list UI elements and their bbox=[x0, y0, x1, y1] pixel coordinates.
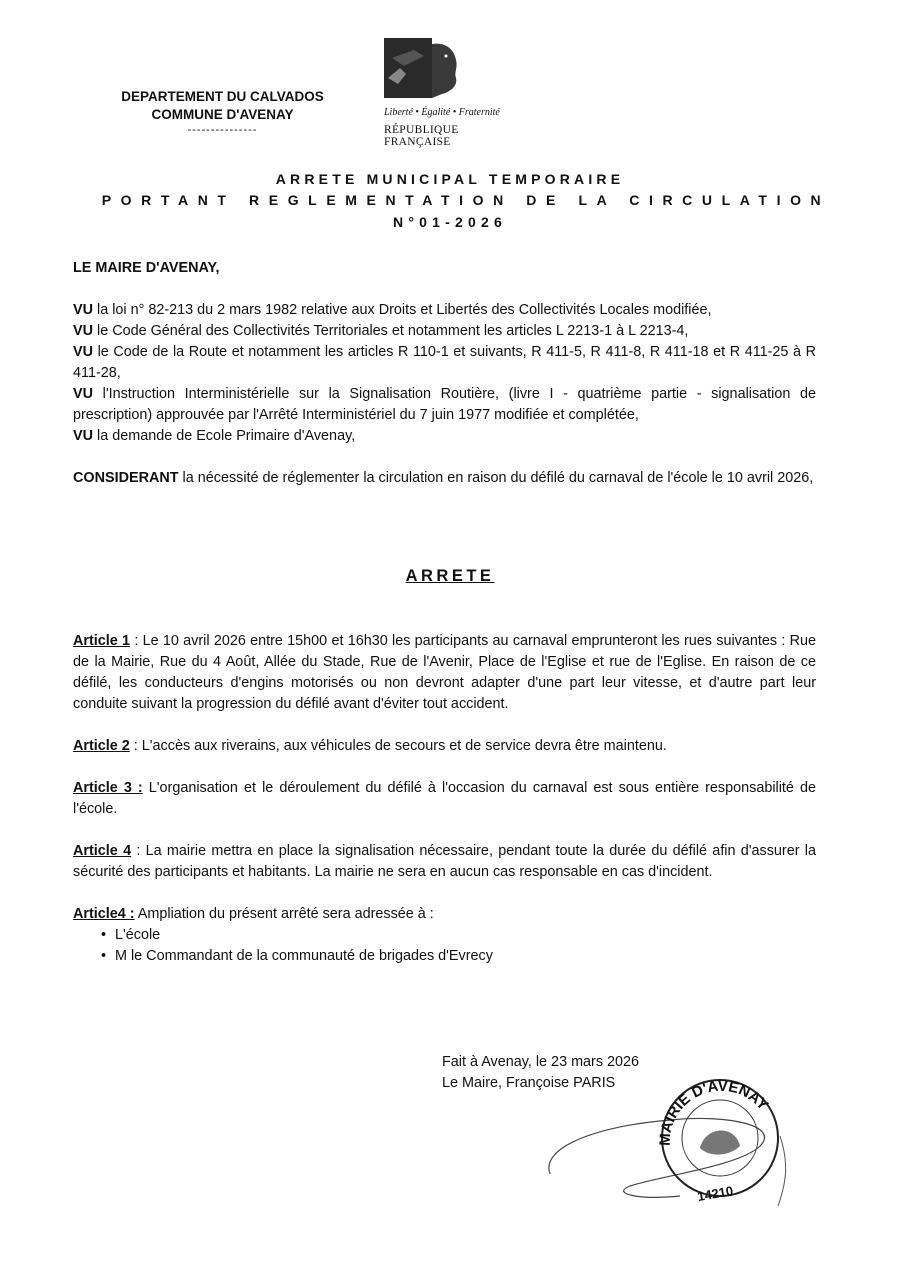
place-date: Fait à Avenay, le 23 mars 2026 bbox=[442, 1054, 640, 1070]
vu-item: VU la loi n° 82-213 du 2 mars 1982 relative aux Droits et Libertés des Collectivités Locales modifiée, bbox=[73, 302, 712, 318]
preamble bbox=[73, 258, 816, 489]
list-item: • L'école bbox=[73, 925, 816, 946]
stamp-code: 14210 bbox=[696, 1183, 735, 1205]
stamp-signature bbox=[540, 1076, 800, 1212]
vu-item: VU le Code de la Route et notamment les articles R 110-1 et suivants, R 411-5, R 411-8, R 411-18 et R 411-25 à R 411-28, bbox=[73, 344, 816, 381]
article-5: Article4 : Ampliation du présent arrêté sera adressée à : bbox=[73, 906, 434, 922]
logo-republic: RÉPUBLIQUE FRANÇAISE bbox=[384, 124, 459, 148]
stamp-emblem bbox=[700, 1130, 740, 1154]
article-4: Article 4 : La mairie mettra en place la signalisation nécessaire, pendant toute la durée du défilé afin d'assurer la sécurité des participants et habitants. La mairie ne sera en aucun cas responsable en cas d'incident. bbox=[73, 843, 817, 880]
marianne-logo-icon bbox=[384, 38, 466, 98]
commune-name: COMMUNE D'AVENAY bbox=[151, 107, 294, 122]
mayor-heading: LE MAIRE D'AVENAY, bbox=[73, 260, 220, 276]
article-1: Article 1 : Le 10 avril 2026 entre 15h00 et 16h30 les participants au carnaval emprunteront les rues suivantes : Rue de la Mairie, Rue du 4 Août, Allée du Stade, Rue de l'Avenir, Place de l'Eglise et rue de l'Eglise. En raison de ce défilé, les conducteurs d'engins motorisés ou non devront adapter d'une part leur vitesse, et d'autre part leur conduite suivant la progression du défilé avant d'éviter tout accident. bbox=[73, 633, 816, 712]
title-line-1: ARRETE MUNICIPAL TEMPORAIRE bbox=[275, 171, 625, 187]
header-separator: --------------- bbox=[187, 124, 258, 136]
articles bbox=[73, 631, 816, 967]
title-line-3: N°01-2026 bbox=[393, 214, 507, 230]
vu-item: VU la demande de Ecole Primaire d'Avenay, bbox=[73, 428, 356, 444]
stamp-text: MAIRIE D'AVENAY bbox=[656, 1077, 772, 1147]
list-item: • M le Commandant de la communauté de brigades d'Evrecy bbox=[73, 946, 816, 967]
article-2: Article 2 : L'accès aux riverains, aux véhicules de secours et de service devra être maintenu. bbox=[73, 738, 667, 754]
signature-stroke bbox=[778, 1136, 786, 1206]
department-name: DEPARTEMENT DU CALVADOS bbox=[121, 89, 324, 104]
issuer-block bbox=[100, 88, 345, 136]
arrete-heading: ARRETE bbox=[405, 567, 495, 585]
mayor-name: Le Maire, Françoise PARIS bbox=[442, 1075, 616, 1091]
title-line-2: PORTANT REGLEMENTATION DE LA CIRCULATION bbox=[101, 192, 831, 208]
considerant: CONSIDERANT la nécessité de réglementer la circulation en raison du défilé du carnaval de l'école le 10 avril 2026, bbox=[73, 470, 814, 486]
logo-motto: Liberté • Égalité • Fraternité bbox=[384, 107, 500, 118]
ampliation-list bbox=[73, 925, 816, 967]
vu-item: VU l'Instruction Interministérielle sur la Signalisation Routière, (livre I - quatrième partie - signalisation de prescription) approuvée par l'Arrêté Interministériel du 7 juin 1977 modifiée et complétée, bbox=[73, 386, 816, 423]
vu-item: VU le Code Général des Collectivités Territoriales et notamment les articles L 2213-1 à L 2213-4, bbox=[73, 323, 689, 339]
republic-logo bbox=[384, 38, 514, 148]
article-3: Article 3 : L'organisation et le déroulement du défilé à l'occasion du carnaval est sous entière responsabilité de l'école. bbox=[73, 780, 816, 817]
